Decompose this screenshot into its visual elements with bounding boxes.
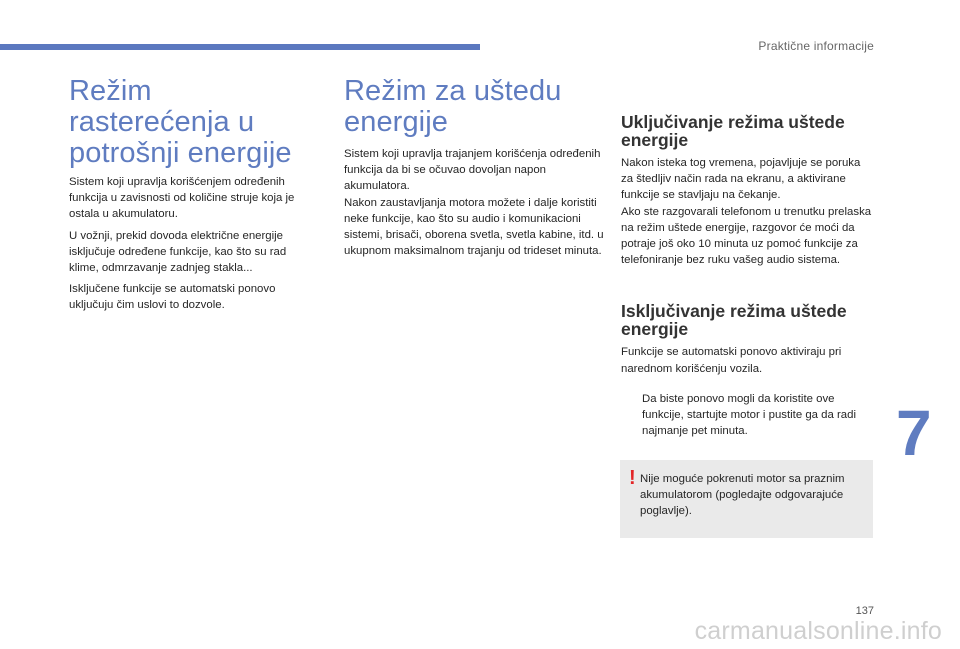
warning-box	[620, 460, 873, 538]
page-number: 137	[855, 605, 874, 617]
column-energy-saving	[344, 76, 606, 259]
deactivation-paragraph: Funkcije se automatski ponovo aktiviraju pri narednom korišćenju vozila.	[621, 346, 842, 375]
energy-saving-paragraph: Nakon zaustavljanja motora možete i dalje koristiti neke funkcije, kao što su audio i komunikacioni sistemi, brisači, oborena svetla, svetla kabine, itd. u ukupnom maksimalnom trajanju od trideset minuta.	[344, 196, 604, 258]
energy-saving-title: Režim za uštedu energije	[344, 75, 562, 138]
exclamation-icon: !	[629, 467, 636, 489]
activation-title: Uključivanje režima uštede energije	[621, 112, 845, 150]
load-reduction-paragraph: U vožnji, prekid dovoda električne energije isključuje određene funkcije, kao što su rad klime, odmrzavanje zadnjeg stakla...	[69, 229, 287, 275]
bullet-icon	[621, 391, 642, 440]
instruction-text: Da biste ponovo mogli da koristite ove funkcije, startujte motor i pustite ga da radi najmanje pet minuta.	[642, 392, 856, 438]
column-mode-switching	[621, 113, 873, 439]
section-label: Praktične informacije	[758, 39, 874, 53]
header-accent-bar	[0, 44, 480, 50]
watermark: carmanualsonline.info	[694, 617, 942, 645]
instruction-bullet	[621, 391, 873, 440]
load-reduction-paragraph: Sistem koji upravlja korišćenjem određenih funkcija u zavisnosti od količine struje koja je ostala u akumulatoru.	[69, 176, 295, 221]
energy-saving-paragraph: Sistem koji upravlja trajanjem korišćenja određenih funkcija da bi se očuvao dovoljan napon akumulatora.	[344, 148, 601, 193]
deactivation-title: Isključivanje režima uštede energije	[621, 301, 847, 340]
load-reduction-paragraph: Isključene funkcije se automatski ponovo uključuju čim uslovi to dozvole.	[69, 283, 276, 312]
warning-text: Nije moguće pokrenuti motor sa praznim akumulatorom (pogledajte odgovarajuće poglavlje).	[640, 473, 845, 518]
load-reduction-title: Režim rasterećenja u potrošnji energije	[69, 75, 292, 169]
activation-paragraph: Nakon isteka tog vremena, pojavljuje se poruka za štedljiv način rada na ekranu, a aktivirane funkcije se stavljaju na čekanje.	[621, 157, 861, 202]
activation-paragraph: Ako ste razgovarali telefonom u trenutku prelaska na režim uštede energije, razgovor će moći da potraje još oko 10 minuta uz pomoć funkcije za telefoniranje bez ruku vašeg audio sistema.	[621, 205, 872, 267]
column-load-reduction	[69, 76, 319, 314]
chapter-number: 7	[896, 397, 932, 469]
